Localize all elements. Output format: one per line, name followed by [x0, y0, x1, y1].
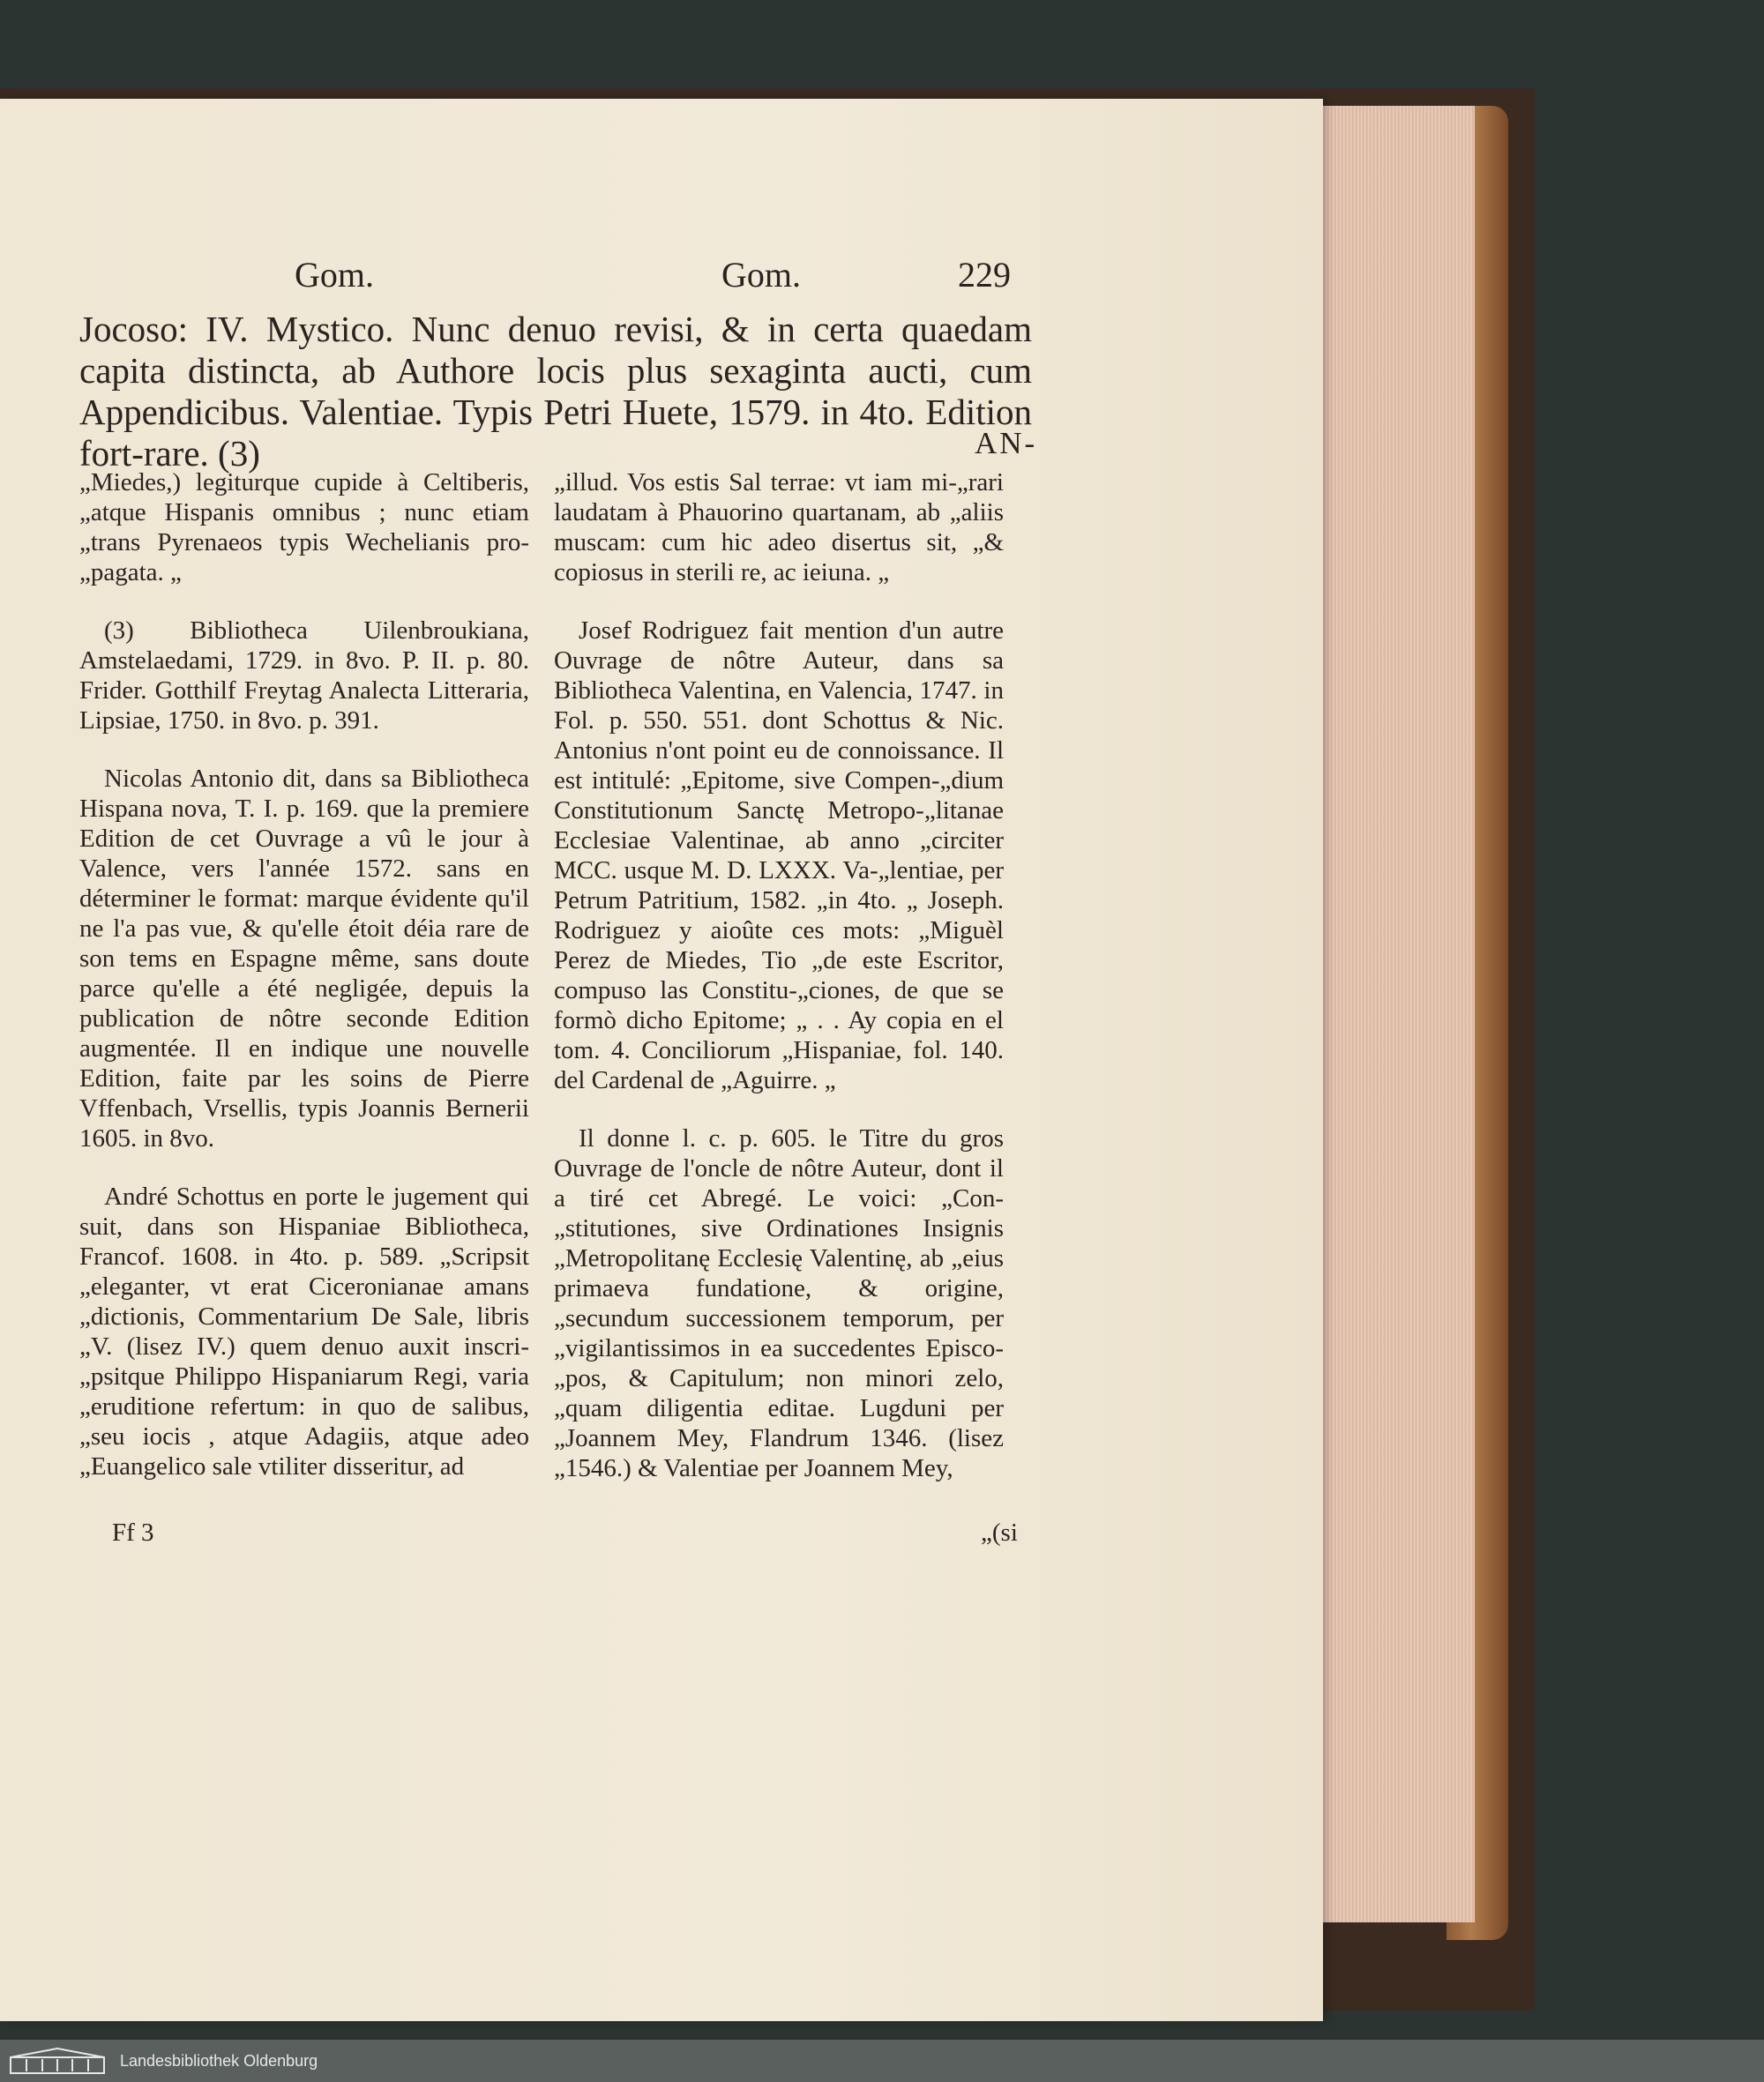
paragraph: Il donne l. c. p. 605. le Titre du gros Ouvrage de l'oncle de nôtre Auteur, dont il a tiré cet Abregé. Le voici: „Con-„stitutiones, sive Ordinationes Insignis „Metropolitanę Ecclesię Valentinę, ab „eius primaeva fundatione, & origine, „secundum successionem temporum, per „vigilantissimos in ea succedentes Episco-„pos, & Capitulum; non minori zelo, „quam diligentia editae. Lugduni per „Joannem Mey, Flandrum 1346. (lisez „1546.) & Valentiae per Joannem Mey,	[554, 1124, 1004, 1482]
footnote: (3) Bibliotheca Uilenbroukiana, Amstelaedami, 1729. in 8vo. P. II. p. 80. Frider. Gotthilf Freytag Analecta Litteraria, Lipsiae, 1750. in 8vo. p. 391.	[79, 616, 529, 735]
page-edges	[1314, 106, 1475, 1922]
paragraph: André Schottus en porte le jugement qui suit, dans son Hispaniae Bibliotheca, Francof. 1608. in 4to. p. 589. „Scripsit „eleganter, vt erat Ciceronianae amans „dictionis, Commentarium De Sale, libris „V. (lisez IV.) quem denuo auxit inscri-„psitque Philippo Hispaniarum Regi, varia „eruditione refertum: in quo de salibus, „seu iocis , atque Adagiis, atque adeo „Euangelico sale vtiliter disseritur, ad	[79, 1183, 529, 1481]
paragraph: „illud. Vos estis Sal terrae: vt iam mi-„rari laudatam à Phauorino quartanam, ab „aliis muscam: cum hic adeo disertus sit, „& copiosus in sterili re, ac ieiuna. „	[554, 468, 1004, 586]
page-number: 229	[958, 255, 1011, 295]
paragraph: Josef Rodriguez fait mention d'un autre Ouvrage de nôtre Auteur, dans sa Bibliotheca Valentina, en Valencia, 1747. in Fol. p. 550. 551. dont Schottus & Nic. Antonius n'ont point eu de connoissance. Il est intitulé: „Epitome, sive Compen-„dium Constitutionum Sanctę Metropo-„litanae Ecclesiae Valentinae, ab anno „circiter MCC. usque M. D. LXXX. Va-„lentiae, per Petrum Patritium, 1582. „in 4to. „ Joseph. Rodriguez y aioûte ces mots: „Miguèl Perez de Miedes, Tio „de este Escritor, compuso las Constitu-„ciones, de que se formò dicho Epitome; „ . . Ay copia en el tom. 4. Conciliorum „Hispaniae, fol. 140. del Cardenal de „Aguirre. „	[554, 616, 1004, 1094]
running-head-left: Gom.	[295, 255, 374, 295]
catchword-top: AN-	[975, 426, 1038, 460]
left-column	[79, 467, 529, 1510]
paragraph: Nicolas Antonio dit, dans sa Bibliotheca Hispana nova, T. I. p. 169. que la premiere Edition de cet Ouvrage a vû le jour à Valence, vers l'année 1572. sans en déterminer le format: marque évidente qu'il ne l'a pas vue, & qu'elle étoit déia rare de son tems en Espagne même, sans doute parce qu'elle a été negligée, depuis la publication de nôtre seconde Edition augmentée. Il en indique une nouvelle Edition, faite par les soins de Pierre Vffenbach, Vrsellis, typis Joannis Bernerii 1605. in 8vo.	[79, 765, 529, 1153]
library-name: Landesbibliothek Oldenburg	[120, 2052, 318, 2070]
running-head-middle: Gom.	[721, 255, 801, 295]
paragraph: „Miedes,) legiturque cupide à Celtiberis, „atque Hispanis omnibus ; nunc etiam „trans Pyrenaeos typis Wechelianis pro-„pagata. „	[79, 468, 529, 586]
signature-mark: Ff 3	[112, 1519, 154, 1547]
library-footer-bar	[0, 2040, 1764, 2082]
right-column	[554, 467, 1004, 1511]
library-building-icon	[9, 2047, 106, 2075]
catchword-bottom: „(si	[981, 1519, 1018, 1547]
title-continuation: Jocoso: IV. Mystico. Nunc denuo revisi, & in certa quaedam capita distincta, ab Authore locis plus sexaginta aucti, cum Appendicibus. Valentiae. Typis Petri Huete, 1579. in 4to. Edition fort-rare. (3)	[79, 309, 1032, 474]
